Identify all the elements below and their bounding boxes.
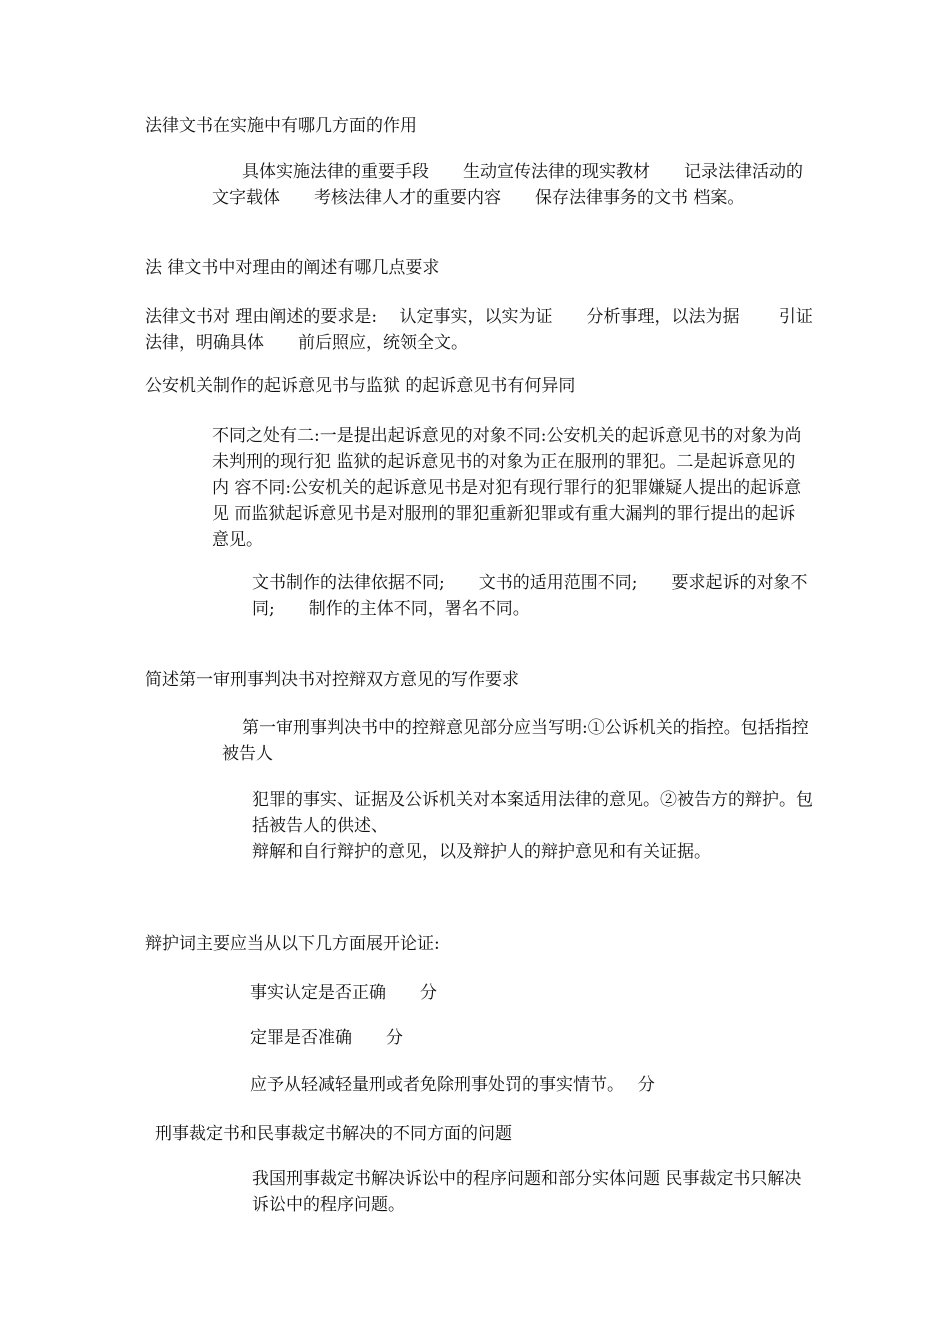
question-2: 法 律文书中对理由的阐述有哪几点要求 (145, 258, 440, 278)
question-4: 简述第一审刑事判决书对控辩双方意见的写作要求 (145, 670, 519, 690)
list-item: 应予从轻减轻量刑或者免除刑事处罚的事实情节。 分 (250, 1075, 655, 1095)
list-item: 事实认定是否正确 分 (250, 983, 437, 1003)
question-3: 公安机关制作的起诉意见书与监狱 的起诉意见书有何异同 (145, 376, 576, 396)
question-1: 法律文书在实施中有哪几方面的作用 (145, 116, 417, 136)
answer-6: 我国刑事裁定书解决诉讼中的程序问题和部分实体问题 民事裁定书只解决诉讼中的程序问题。 (252, 1169, 802, 1215)
answer-4-body: 犯罪的事实、证据及公诉机关对本案适用法律的意见。②被告方的辩护。包括被告人的供述、 (252, 790, 813, 836)
question-6: 刑事裁定书和民事裁定书解决的不同方面的问题 (155, 1124, 512, 1144)
answer-4-intro: 第一审刑事判决书中的控辩意见部分应当写明:①公诉机关的指控。包括指控被告人 (222, 718, 809, 764)
list-item: 定罪是否准确 分 (250, 1028, 403, 1048)
answer-3-similarities: 文书制作的法律依据不同; 文书的适用范围不同; 要求起诉的对象不 同; 制作的主体不同，署名不同。 (252, 573, 813, 619)
answer-1: 具体实施法律的重要手段 生动宣传法律的现实教材 记录法律活动的文字载体 考核法律人才的重要内容 保存法律事务的文书 档案。 (212, 162, 803, 208)
answer-4-body-continued: 辩解和自行辩护的意见，以及辩护人的辩护意见和有关证据。 (252, 842, 711, 862)
answer-2: 法律文书对 理由阐述的要求是: 认定事实，以实为证 分析事理，以法为据 引证法律，明确具体 前后照应，统领全文。 (145, 307, 813, 353)
answer-3-differences: 不同之处有二:一是提出起诉意见的对象不同:公安机关的起诉意见书的对象为尚未判刑的现行犯 监狱的起诉意见书的对象为正在服刑的罪犯。二是起诉意见的内 容不同:公安机关的起诉意见书是对犯有现行罪行的犯罪嫌疑人提出的起诉意见 而监狱起诉意见书是对服刑的罪犯重新犯罪或有重大漏判的罪行提出的起诉意见。 (212, 426, 802, 550)
question-5: 辩护词主要应当从以下几方面展开论证: (145, 934, 440, 954)
